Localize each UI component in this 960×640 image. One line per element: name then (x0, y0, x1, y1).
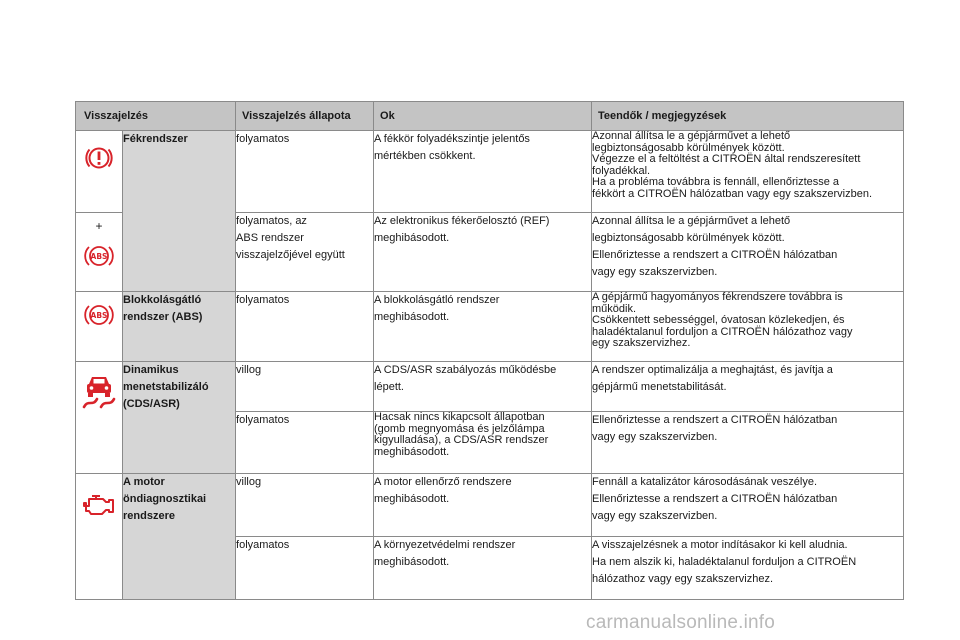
engine-continuous-cause: A környezetvédelmi rendszer meghibásodott. (374, 537, 592, 600)
abs-warning-icon (82, 300, 116, 330)
table-row-abs (76, 292, 904, 362)
abs-icon-cell (76, 292, 123, 362)
engine-icon-cell (76, 474, 123, 600)
table-row-brake (76, 131, 904, 213)
esp-skid-icon (81, 372, 117, 410)
svg-text:ABS: ABS (90, 252, 108, 261)
cds-flashing-state: villog (236, 362, 374, 412)
svg-text:ABS: ABS (90, 311, 108, 320)
header-indicator: Visszajelzés (76, 102, 236, 131)
cds-flashing-action: A rendszer optimalizálja a meghajtást, és javítja a gépjármű menetstabilitását. (592, 362, 904, 412)
brake-warning-icon (82, 141, 116, 175)
cds-continuous-state: folyamatos (236, 412, 374, 474)
brake-system-name: Fékrendszer (123, 131, 236, 292)
engine-flashing-cause: A motor ellenőrző rendszere meghibásodott. (374, 474, 592, 537)
brake-state: folyamatos (236, 131, 374, 213)
brake-icon-cell (76, 131, 123, 213)
engine-flashing-action: Fennáll a katalizátor károsodásának veszélye. Ellenőriztesse a rendszert a CITROËN hálózatban vagy egy szakszervizben. (592, 474, 904, 537)
esp-icon-cell (76, 362, 123, 474)
engine-check-icon (82, 492, 116, 518)
cds-system-name: Dinamikus menetstabilizáló (CDS/ASR) (123, 362, 236, 474)
watermark: carmanualsonline.info (586, 612, 776, 633)
table-row-cds-flashing (76, 362, 904, 412)
engine-continuous-action: A visszajelzésnek a motor indításakor ki kell aludnia. Ha nem alszik ki, haladéktalanul forduljon a CITROËN hálózathoz vagy egy szakszervizhez. (592, 537, 904, 600)
engine-system-name: A motor öndiagnosztikai rendszere (123, 474, 236, 600)
engine-continuous-state: folyamatos (236, 537, 374, 600)
abs-cause: A blokkolásgátló rendszer meghibásodott. (374, 292, 592, 362)
cds-flashing-cause: A CDS/ASR szabályozás működésbe lépett. (374, 362, 592, 412)
ref-icon-cell (76, 213, 123, 292)
ref-cause: Az elektronikus fékerőelosztó (REF) meghibásodott. (374, 213, 592, 292)
ref-action: Azonnal állítsa le a gépjárművet a lehető legbiztonságosabb körülmények között. Ellenőriztesse a rendszert a CITROËN hálózatban vagy egy szakszervizben. (592, 213, 904, 292)
warning-lights-table (75, 101, 904, 600)
cds-continuous-action: Ellenőriztesse a rendszert a CITROËN hálózatban vagy egy szakszervizben. (592, 412, 904, 474)
brake-action: Azonnal állítsa le a gépjárművet a lehető legbiztonságosabb körülmények között. Végezze el a feltöltést a CITROËN által rendszeresített folyadékkal. Ha a probléma továbbra is fennáll, ellenőriztesse a fékkört a CITROËN hálózatban vagy egy szakszervizben. (592, 131, 904, 213)
brake-cause: A fékkör folyadékszintje jelentős mértékben csökkent. (374, 131, 592, 213)
abs-system-name: Blokkolásgátló rendszer (ABS) (123, 292, 236, 362)
table-row-engine-flashing (76, 474, 904, 537)
header-row (76, 102, 904, 131)
header-actions: Teendők / megjegyzések (592, 102, 904, 131)
header-cause: Ok (374, 102, 592, 131)
header-state: Visszajelzés állapota (236, 102, 374, 131)
cds-continuous-cause: Hacsak nincs kikapcsolt állapotban (gomb megnyomása és jelzőlámpa kigyulladása), a CDS/ASR rendszer meghibásodott. (374, 412, 592, 474)
abs-action: A gépjármű hagyományos fékrendszere továbbra is működik. Csökkentett sebességgel, óvatosan közlekedjen, és haladéktalanul forduljon a CITROËN hálózathoz vagy egy szakszervizhez. (592, 292, 904, 362)
abs-warning-icon (82, 241, 116, 271)
plus-sign: + (95, 219, 103, 233)
engine-flashing-state: villog (236, 474, 374, 537)
ref-state: folyamatos, az ABS rendszer visszajelzőjével együtt (236, 213, 374, 292)
abs-state: folyamatos (236, 292, 374, 362)
